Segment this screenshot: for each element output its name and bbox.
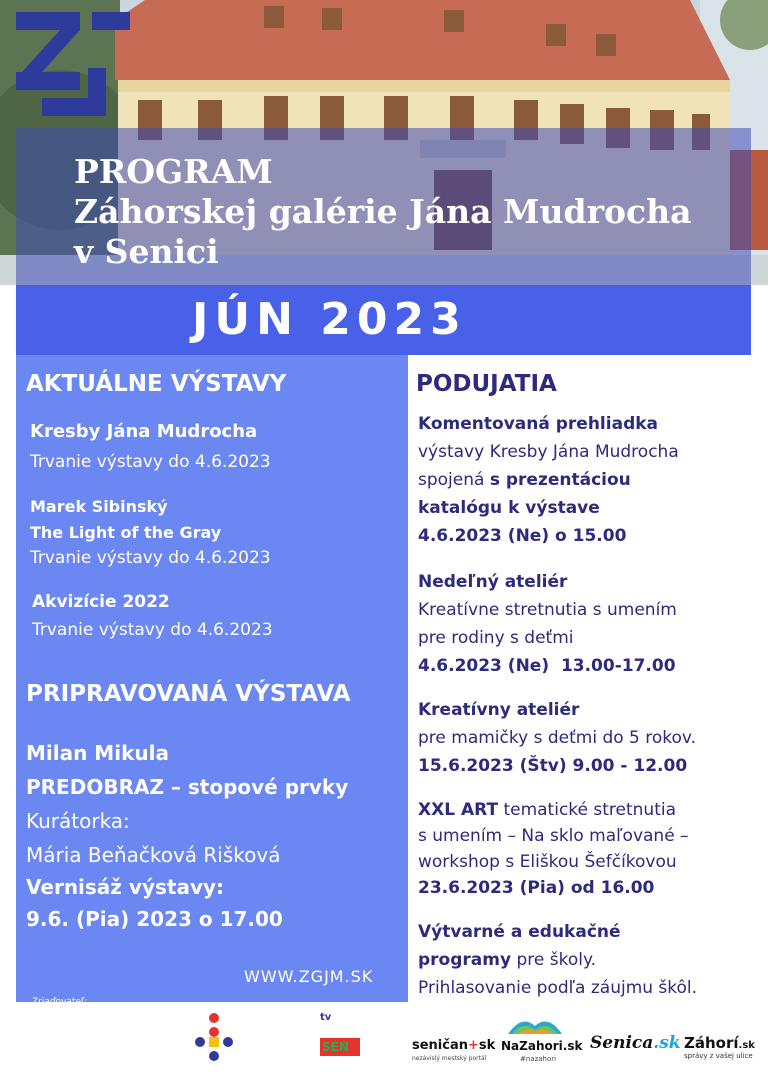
- upcoming-artist: Milan Mikula: [26, 741, 169, 765]
- event-1-line-3-bold: s prezentáciou: [489, 470, 631, 490]
- event-1-date: 4.6.2023 (Ne) o 15.00: [418, 526, 627, 546]
- program-title: PROGRAM: [74, 152, 273, 191]
- curator-name: Mária Beňačková Rišková: [26, 843, 281, 867]
- zahori-name: Záhorí: [684, 1034, 739, 1052]
- senica-sk-logo: [590, 1032, 681, 1054]
- exhibition-3-duration: Trvanie výstavy do 4.6.2023: [32, 620, 273, 640]
- event-1-line-3-plain: spojená: [418, 470, 490, 490]
- event-4-title-plain: tematické stretnutia: [498, 800, 677, 820]
- zahori-sub: správy z vašej ulice: [684, 1052, 753, 1060]
- events-heading: PODUJATIA: [416, 371, 557, 397]
- senican-suffix: sk: [478, 1038, 496, 1053]
- event-3-title: Kreatívny ateliér: [418, 700, 580, 720]
- nazahori-sub: #nazahori: [520, 1055, 557, 1063]
- event-1-line-2: výstavy Kresby Jána Mudrocha: [418, 442, 679, 462]
- tv-label: tv: [320, 1012, 332, 1023]
- zgjm-logo-icon: [16, 12, 130, 116]
- senican-sub: nezávislý mestský portál: [412, 1055, 487, 1062]
- event-4-line-3: workshop s Eliškou Šefčíkovou: [418, 852, 677, 872]
- senica-sk-suffix: .sk: [653, 1033, 681, 1053]
- mesto-senica-icon: [192, 1012, 236, 1064]
- event-2-date: 4.6.2023 (Ne) 13.00-17.00: [418, 656, 676, 676]
- event-5-line-2-bold: programy: [418, 950, 512, 970]
- event-4-date: 23.6.2023 (Pia) od 16.00: [418, 878, 655, 898]
- month-title: JÚN 2023: [192, 294, 467, 345]
- website-link[interactable]: WWW.ZGJM.SK: [244, 967, 374, 986]
- event-1-line-3: [418, 468, 631, 492]
- nazahori-name: NaZahori.sk: [501, 1039, 583, 1053]
- event-5-line-2: [418, 948, 596, 972]
- opening-date: 9.6. (Pia) 2023 o 17.00: [26, 907, 283, 931]
- event-1-line-4: katalógu k výstave: [418, 498, 600, 518]
- founder-label: Zriaďovateľ:: [32, 997, 88, 1007]
- ttsk-line-2: SAMOSPRÁVNY: [78, 1038, 172, 1051]
- zahori-suffix: .sk: [738, 1040, 755, 1051]
- upcoming-exhibition-heading: PRIPRAVOVANÁ VÝSTAVA: [26, 681, 351, 707]
- ttsk-mark-top: TT: [30, 1018, 67, 1043]
- event-4-line-2: s umením – Na sklo maľované –: [418, 826, 689, 846]
- exhibition-2-title: Marek Sibinský: [30, 497, 168, 516]
- curator-label: Kurátorka:: [26, 809, 130, 833]
- exhibition-2-subtitle: The Light of the Gray: [30, 523, 222, 542]
- nazahori-icon: [506, 1012, 564, 1038]
- event-4-title-bold: XXL ART: [418, 800, 499, 820]
- event-1-title: Komentovaná prehliadka: [418, 414, 659, 434]
- current-exhibitions-heading: AKTUÁLNE VÝSTAVY: [26, 371, 287, 397]
- gallery-name: Záhorskej galérie Jána Mudrocha: [74, 192, 692, 231]
- upcoming-title: PREDOBRAZ – stopové prvky: [26, 775, 349, 799]
- senica-sk-name: Senica: [590, 1033, 654, 1053]
- event-2-title: Nedeľný ateliér: [418, 572, 568, 592]
- tv-name: SEN: [322, 1040, 349, 1054]
- opening-label: Vernisáž výstavy:: [26, 875, 225, 899]
- gallery-location: v Senici: [74, 232, 219, 271]
- event-4-title: [418, 798, 676, 822]
- event-2-line-2: Kreatívne stretnutia s umením: [418, 600, 677, 620]
- event-5-title: Výtvarné a edukačné: [418, 922, 621, 942]
- ttsk-line-3: KRAJ: [78, 1053, 108, 1066]
- senican-name: seničan: [412, 1038, 468, 1053]
- mesto-line-1: MESTO: [242, 1021, 300, 1035]
- event-5-line-2-plain: pre školy.: [511, 950, 596, 970]
- exhibition-1-title: Kresby Jána Mudrocha: [30, 421, 258, 442]
- exhibition-2-duration: Trvanie výstavy do 4.6.2023: [30, 548, 271, 568]
- exhibition-1-duration: Trvanie výstavy do 4.6.2023: [30, 452, 271, 472]
- mesto-line-2: SENICA: [242, 1037, 304, 1051]
- event-3-line-2: pre mamičky s deťmi do 5 rokov.: [418, 728, 697, 748]
- event-5-line-3: Prihlasovanie podľa záujmu škôl.: [418, 978, 698, 998]
- event-2-line-3: pre rodiny s deťmi: [418, 628, 574, 648]
- exhibition-3-title: Akvizície 2022: [32, 592, 170, 612]
- ttsk-mark-bottom: SK: [30, 1042, 69, 1067]
- founder-divider: [30, 1012, 100, 1013]
- ttsk-line-1: TRNAVSKÝ: [78, 1023, 144, 1036]
- senican-logo: seničan+sk: [412, 1038, 496, 1053]
- event-3-date: 15.6.2023 (Štv) 9.00 - 12.00: [418, 756, 688, 776]
